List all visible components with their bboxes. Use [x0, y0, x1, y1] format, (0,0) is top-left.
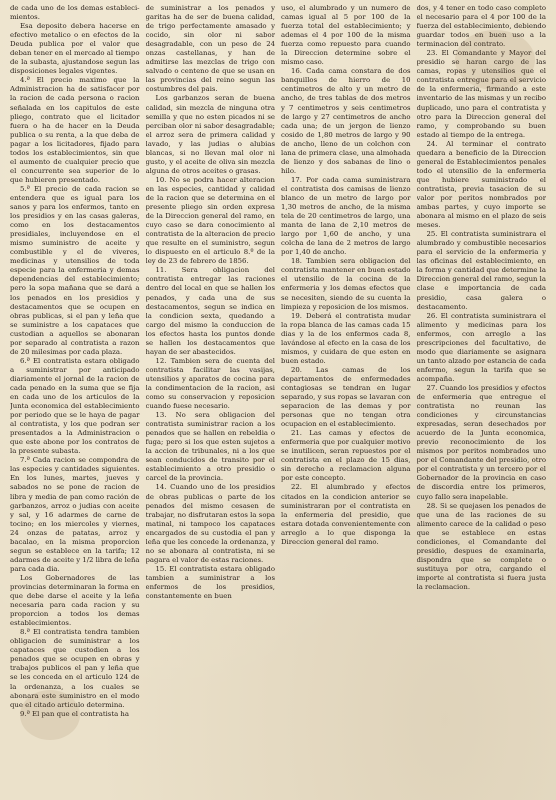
paragraph: Los Gobernadores de las provincias determinaran la forma en que debe darse el aceite y la leña necesaria para cada racion y su proporcion a todos los demas establecimientos. — [10, 573, 140, 628]
paragraph: 25. El contratista suministrara el alumbrado y combustible necesarios para el servicio de la enfermeria y las oficinas del establecimiento, en la forma y cantidad que determine la Direccion general del ramo, segun la clase e importancia de cada presidio, casa galera o destacamento. — [416, 230, 546, 311]
paragraph: 26. El contratista suministrara el alimento y medicinas para los enfermos, con arreglo a las prescripciones del facultativo, de modo que diariamente se asignara un tanto alzado por estancia de cada enfermo, segun la tarifa que se acompaña. — [416, 311, 546, 383]
paragraph: 5.ª El precio de cada racion se entendera que es igual para los sanos y para los enfermos, tanto en los presidios y en las casas galeras, como en los destacamentos presidiales, incluyendose en el mismo suministro de aceite y combustible y el de viveres, medicinas y utensilios de toda especie para la enfermeria y demas dependencias del establecimiento; pero la sopa mañana que se dará a los penados en los presidios y destacamentos que se ocupen en obras publicas, si el pan y leña que se suministre a los capataces que custodian a aquellos se abonaran por separado al contratista a razon de 20 milesimas por cada plaza. — [10, 184, 140, 356]
paragraph-continuation: uso, el alumbrado y un numero de camas igual al 5 por 100 de la fuerza total del establecimiento; y ademas el 4 por 100 de la misma fuerza como repuesto para cuando la Direccion determine sobre el mismo caso. — [281, 4, 411, 67]
paragraph: 20. Las camas de los departamentos de enfermedades contagiosas se tendran en lugar separado, y sus ropas se lavaran con separacion de las demas y por personas que no tengan otra ocupacion en el establecimiento. — [281, 365, 411, 429]
paragraph: Los garbanzos seran de buena calidad, sin mezcla de ninguna otra semilla y que no esten picados ni se perciban olor ni sabor desagradable; el arroz sera de primera calidad y lavado, y las judias o alubias blancas, si no llevan mal olor ni gusto, y el aceite de oliva sin mezcla alguna de otros aceites o grasas. — [145, 94, 275, 175]
paragraph: 13. No sera obligacion del contratista suministrar racion a los penados que se hallen en rebeldia o fuga; pero si los que esten sujetos a la accion de tribunales, ni a los que sean conducidos de transito por el establecimiento a otro presidio o carcel de la provincia. — [145, 411, 275, 483]
paragraph: 21. Las camas y efectos de enfermeria que por cualquier motivo se inutilicen, seran repuestos por el contratista en el plazo de 15 dias, sin derecho a reclamacion alguna por este concepto. — [281, 429, 411, 483]
paragraph: 22. El alumbrado y efectos citados en la condicion anterior se suministraran por el contratista en la enfermeria del presidio, que estara dotada convenientemente con arreglo a lo que disponga la Direccion general del ramo. — [281, 483, 411, 546]
paragraph: 27. Cuando los presidios y efectos de enfermeria que entregue el contratista no reunan las condiciones y circunstancias expresadas, seran desechados por acuerdo de la Junta economica, previo reconocimiento de los mismos por peritos nombrados uno por el Comandante del presidio, otro por el contratista y un tercero por el Gobernador de la provincia en caso de discordia entre los primeros, cuyo fallo sera inapelable. — [416, 383, 546, 501]
paragraph: 4.ª El precio maximo que la Administracion ha de satisfacer por la racion de cada persona o racion señalada en los capitulos de este pliego, contrato que el licitador fuera o ha de hacer en la Deuda publica o su renta, a la que deba de pagar a los licitadores, fijado para todos los establecimientos, sin que el aumento de cualquier precio que el concurrente sea superior de lo que hubieren presentado. — [10, 76, 140, 184]
text-column-1 — [10, 4, 140, 792]
paragraph: 6.ª El contratista estara obligado a suministrar por anticipado diariamente el jornal de la racion de cada penado en la suma que se fija en cada uno de los articulos de la Junta economica del establecimiento por periodo que se le haya de pagar al contratista, y los que podran ser presentados a la Administracion o que este abone por los contratos de la presente subasta. — [10, 356, 140, 456]
text-columns — [10, 4, 546, 792]
paragraph: 11. Sera obligacion del contratista entregar las raciones dentro del local en que se hallen los penados, y cada una de sus destacamentos, segun se indica en la condicion sexta, quedando a cargo del mismo la conduccion de los efectos hasta los puntos donde se hallen los destacamentos que hayan de ser abastecidos. — [145, 266, 275, 356]
paragraph: 17. Por cada cama suministrara el contratista dos camisas de lienzo blanco de un metro de largo por 1,30 metros de ancho, de la misma tela de 20 centimetros de largo, una manta de lana de 2,10 metros de largo por 1,60 de ancho, y una colcha de lana de 2 metros de largo por 1,40 de ancho. — [281, 175, 411, 257]
paragraph: 14. Cuando uno de los presidios de obras publicas o parte de los penados del mismo cesasen de trabajar, no disfrutaran estos la sopa matinal, ni tampoco los capataces encargados de su custodia el pan y leña que les concede la ordenanza, y no se abonara al contratista, ni se pagara el valor de estas raciones. — [145, 483, 275, 564]
paragraph: 7.ª Cada racion se compondra de las especies y cantidades siguientes. En los lunes, martes, jueves y sabados no se pone de racion de libra y media de pan como ración de garbanzos, arroz o judias con aceite y sal, y 16 adarmes de carne de tocino; en los miercoles y viernes, 24 onzas de patatas, arroz y bacalao, en la misma proporcion segun se establece en la tarifa; 12 adarmes de aceite y 1/2 libra de leña para cada dia. — [10, 456, 140, 573]
paragraph: 28. Si se quejasen los penados de que una de las raciones de su alimento carece de la calidad o peso que se establece en estas condiciones, el Comandante del presidio, despues de examinarla, dispondra que se complete o sustituya por otra, cargando el importe al contratista si fuera justa la reclamacion. — [416, 501, 546, 591]
paragraph: 19. Deberá el contratista mudar la ropa blanca de las camas cada 15 dias y la de los enfermos cada 8, lavándose al efecto en la casa de los mismos, y cuidara de que esten en buen estado. — [281, 311, 411, 365]
paragraph: 24. Al terminar el contrato quedara a beneficio de la Direccion general de Establecimientos penales todo el utensilio de la enfermeria que hubiere suministrado el contratista, previa tasacion de su valor por peritos nombrados por ambas partes, y cuyo importe se abonara al mismo en el plazo de seis meses. — [416, 139, 546, 230]
paragraph: 9.ª El pan que el contratista ha — [20, 709, 129, 718]
paragraph: 18. Tambien sera obligacion del contratista mantener en buen estado el utensilio de la cocina de la enfermeria y los demas efectos que se necesiten, siendo de su cuenta la limpieza y reposicion de los mismos. — [281, 257, 411, 311]
paragraph-continuation: de suministrar a los penados y garitas ha de ser de buena calidad, de trigo perfectamente amasado y cocido, sin olor ni sabor desagradable, con un peso de 24 onzas castellanas, y han de admitirse las mezclas de trigo con salvado o centeno de que se usan en las provincias del reino segun las costumbres del pais. — [145, 4, 275, 94]
paragraph-continuation: de cada uno de los demas estableci-mientos. — [10, 4, 140, 22]
paragraph-continuation: dos, y 4 tener en todo caso completo el necesario para el 4 por 100 de la fuerza del establecimiento, debiendo guardar todos en buen uso a la terminacion del contrato. — [416, 4, 546, 49]
paragraph: 16. Cada cama constara de dos banquillos de hierro de 10 centimetros de alto y un metro de ancho, de tres tablas de dos metros y 7 centimetros y seis centimetros de largo y 27 centimetros de ancho cada una; de un jergon de lienzo cosido de 1,80 metros de largo y 90 de ancho, lleno de un colchon con lana de primera clase, una almohada de lienzo y dos sabanas de lino o hilo. — [281, 67, 411, 175]
paragraph: 12. Tambien sera de cuenta del contratista facilitar las vasijas, utensilios y aparatos de cocina para la condimentacion de la racion, asi como su conservacion y reposicion cuando fuese necesario. — [145, 356, 275, 411]
paragraph: 10. No se podra hacer alteracion en las especies, cantidad y calidad de la racion que se determina en el presente pliego sin orden expresa de la Direccion general del ramo, en cuyo caso se dara conocimiento al contratista de la alteracion de precio que resulte en el suministro, segun lo dispuesto en el articulo 8.º de la ley de 23 de febrero de 1856. — [145, 175, 275, 266]
text-column-2 — [146, 4, 276, 792]
paragraph: 8.ª El contratista tendra tambien obligacion de suministrar a los capataces que custodien a los penados que se ocupen en obras y trabajos publicos el pan y leña que se les conceda en el articulo 124 de la ordenanza, a los cuales se abonara este suministro en el modo que el citado articulo determina. — [10, 628, 140, 709]
paragraph: 15. El contratista estara obligado tambien a suministrar a los enfermos de los presidios, constantemente en buen — [145, 564, 275, 601]
paragraph: Esa deposito debera hacerse en efectivo metalico o en efectos de la Deuda publica por el valor que deban tener en el mercado al tiempo de la subasta, ajustandose segun las disposiciones legales vigentes. — [10, 22, 140, 76]
paragraph: 23. El Comandante y Mayor del presidio se haran cargo de las camas, ropas y utensilios que el contratista entregue para el servicio de la enfermeria, firmando a este inventario de las mismas y un recibo duplicado, uno para el contratista y otro para la Direccion general del ramo, y comprobando su buen estado al tiempo de la entrega. — [416, 49, 546, 139]
text-column-3 — [281, 4, 411, 792]
text-column-4 — [417, 4, 547, 792]
